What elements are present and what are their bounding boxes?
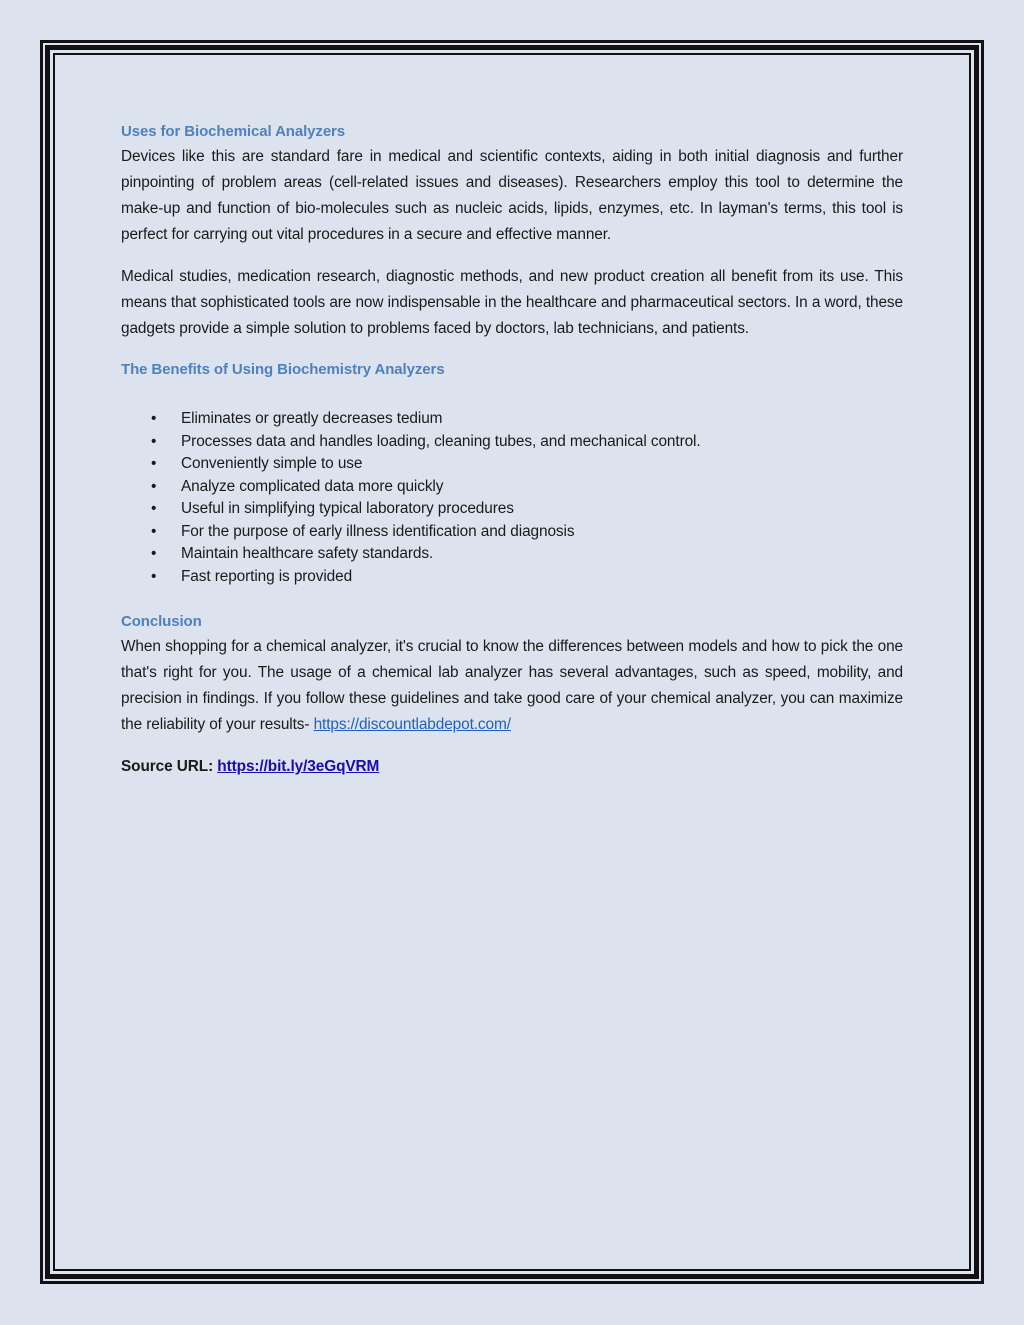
list-item-text: Processes data and handles loading, cleaning tubes, and mechanical control.	[181, 432, 701, 450]
conclusion-paragraph	[121, 634, 903, 738]
uses-heading: Uses for Biochemical Analyzers	[121, 123, 346, 140]
list-item-text: For the purpose of early illness identification and diagnosis	[181, 522, 575, 540]
list-item	[121, 543, 903, 566]
list-item	[121, 521, 903, 544]
list-item	[121, 453, 903, 476]
list-item-text: Eliminates or greatly decreases tedium	[181, 410, 443, 427]
source-label: Source URL:	[121, 758, 218, 775]
list-item	[121, 566, 903, 589]
list-item-text: Conveniently simple to use	[181, 455, 363, 472]
list-item	[121, 408, 903, 431]
document-content	[121, 120, 903, 780]
bullet-icon: •	[151, 567, 157, 585]
list-item-text: Analyze complicated data more quickly	[181, 477, 444, 495]
list-item	[121, 476, 903, 499]
source-url-link[interactable]: https://bit.ly/3eGqVRM	[217, 758, 380, 775]
bullet-icon: •	[151, 410, 157, 427]
conclusion-text: When shopping for a chemical analyzer, it's crucial to know the differences between models and how to pick the one that's right for you. The usage of a chemical lab analyzer has several advantages, such as speed, mobility, and precision in findings. If you follow these guidelines and take good care of your chemical analyzer, you can maximize the reliability of your results-	[121, 638, 903, 733]
bullet-icon: •	[151, 522, 157, 540]
list-item	[121, 431, 903, 454]
list-item	[121, 498, 903, 521]
list-item-text: Maintain healthcare safety standards.	[181, 545, 434, 562]
bullet-icon: •	[151, 545, 157, 562]
bullet-icon: •	[151, 455, 157, 472]
source-line	[121, 754, 903, 780]
benefits-list	[121, 408, 903, 588]
benefits-heading: The Benefits of Using Biochemistry Analyzers	[121, 361, 445, 378]
bullet-icon: •	[151, 432, 157, 450]
conclusion-heading: Conclusion	[121, 613, 202, 630]
uses-paragraph-1: Devices like this are standard fare in medical and scientific contexts, aiding in both initial diagnosis and further pinpointing of problem areas (cell-related issues and diseases). Researchers employ this tool to determine the make-up and function of bio-molecules such as nucleic acids, lipids, enzymes, etc. In layman's terms, this tool is perfect for carrying out vital procedures in a secure and effective manner.	[121, 148, 903, 243]
list-item-text: Fast reporting is provided	[181, 567, 353, 585]
uses-paragraph-2: Medical studies, medication research, diagnostic methods, and new product creation all benefit from its use. This means that sophisticated tools are now indispensable in the healthcare and pharmaceutical sectors. In a word, these gadgets provide a simple solution to problems faced by doctors, lab technicians, and patients.	[121, 268, 903, 337]
bullet-icon: •	[151, 477, 157, 495]
list-item-text: Useful in simplifying typical laboratory procedures	[181, 500, 514, 517]
discountlabdepot-link[interactable]: https://discountlabdepot.com/	[313, 716, 511, 733]
bullet-icon: •	[151, 500, 157, 517]
